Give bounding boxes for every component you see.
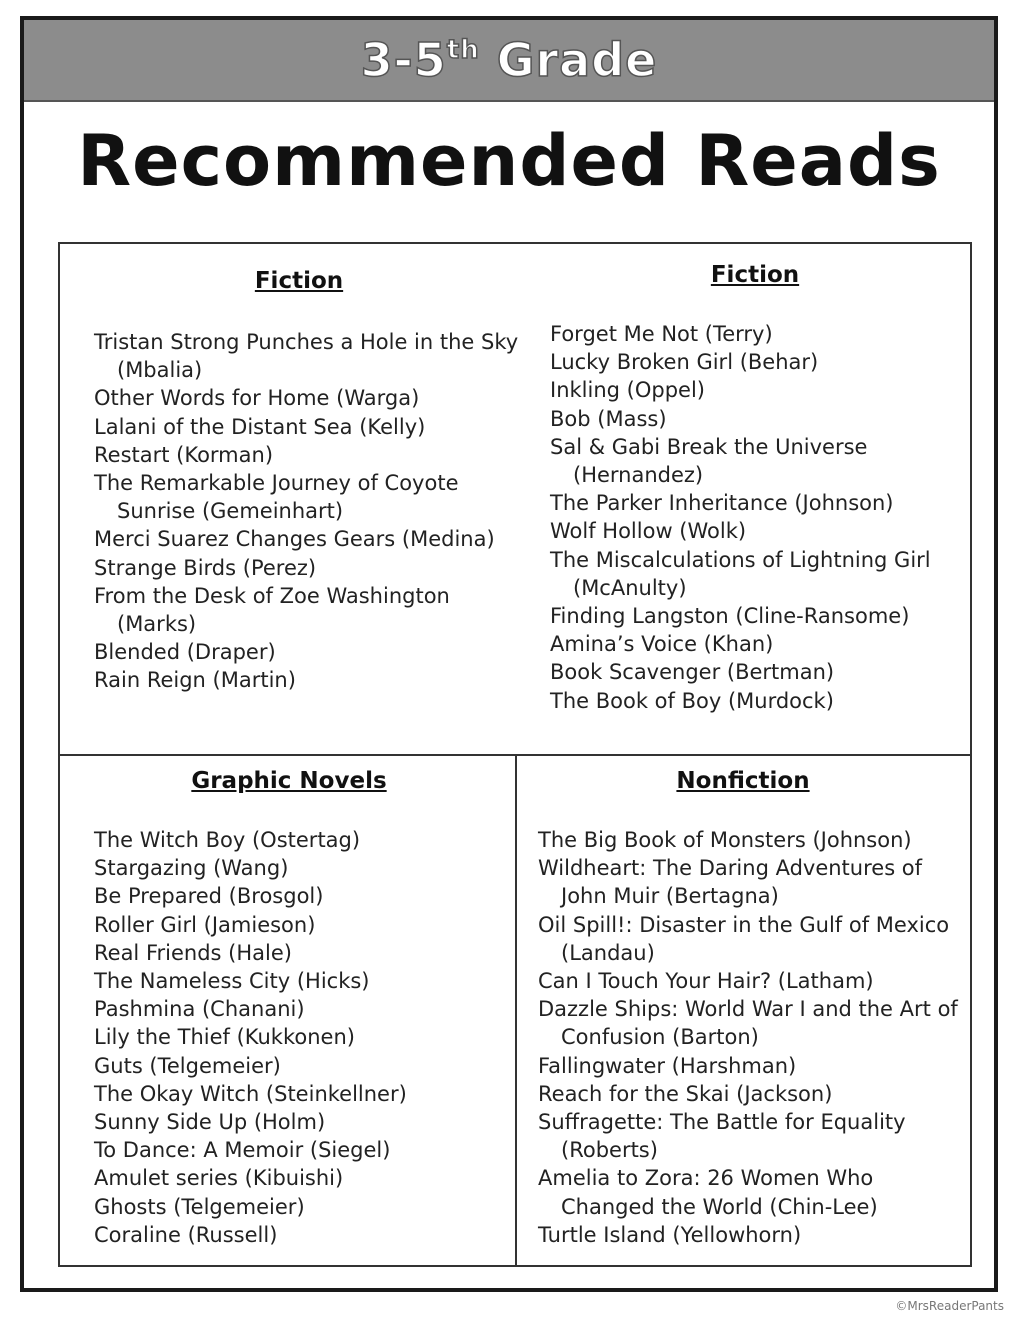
book-list-item: Strange Birds (Perez) xyxy=(94,555,317,580)
page-title: Recommended Reads xyxy=(77,120,941,202)
book-list xyxy=(94,328,534,695)
book-list-item: Can I Touch Your Hair? (Latham) xyxy=(538,969,874,994)
grade-heading xyxy=(361,33,658,87)
book-list-item: Wolf Hollow (Wolk) xyxy=(550,519,747,544)
grade-word: Grade xyxy=(479,33,658,87)
grade-banner xyxy=(24,20,994,102)
book-list-item: The Parker Inheritance (Johnson) xyxy=(550,491,894,516)
book-list-item: The Okay Witch (Steinkellner) xyxy=(94,1081,407,1106)
book-list-item: From the Desk of Zoe Washington (Marks) xyxy=(94,583,450,637)
book-list-item: Lily the Thief (Kukkonen) xyxy=(94,1025,355,1050)
book-list-item: Wildheart: The Daring Adventures of John Muir (Bertagna) xyxy=(538,856,923,909)
grade-number: 3-5 xyxy=(360,33,447,87)
book-list-item: Real Friends (Hale) xyxy=(94,940,292,965)
book-list-grid xyxy=(58,242,972,1267)
book-list-item: Restart (Korman) xyxy=(94,442,274,467)
vertical-divider xyxy=(515,754,517,1267)
section-heading: Fiction xyxy=(710,262,800,288)
book-list-item: Coraline (Russell) xyxy=(94,1222,278,1247)
section-heading: Nonfiction xyxy=(676,768,810,794)
book-list-item: Other Words for Home (Warga) xyxy=(94,386,420,411)
book-list-item: Inkling (Oppel) xyxy=(550,378,705,403)
book-list-item: Pashmina (Chanani) xyxy=(94,997,305,1022)
book-list-item: Roller Girl (Jamieson) xyxy=(94,912,316,937)
book-list-item: Forget Me Not (Terry) xyxy=(550,322,773,346)
graphic-novels-section xyxy=(94,768,504,1249)
book-list-item: Blended (Draper) xyxy=(94,640,276,665)
book-list-item: Lalani of the Distant Sea (Kelly) xyxy=(94,414,426,439)
book-list-item: Book Scavenger (Bertman) xyxy=(550,660,835,685)
book-list-item: Stargazing (Wang) xyxy=(94,856,289,881)
fiction-section-right xyxy=(550,262,970,715)
book-list-item: Tristan Strong Punches a Hole in the Sky (Mbalia) xyxy=(94,330,519,383)
book-list-item: Amina’s Voice (Khan) xyxy=(550,632,774,657)
book-list-item: Sunny Side Up (Holm) xyxy=(94,1110,326,1135)
section-heading: Fiction xyxy=(254,268,344,294)
book-list-item: The Big Book of Monsters (Johnson) xyxy=(538,828,912,852)
book-list-item: The Witch Boy (Ostertag) xyxy=(94,828,361,852)
book-list-item: To Dance: A Memoir (Siegel) xyxy=(94,1138,391,1163)
book-list-item: Bob (Mass) xyxy=(550,406,667,431)
nonfiction-section xyxy=(538,768,968,1249)
book-list-item: The Remarkable Journey of Coyote Sunrise (Gemeinhart) xyxy=(94,471,459,524)
grade-ordinal-suffix: th xyxy=(446,35,480,65)
book-list-item: The Nameless City (Hicks) xyxy=(94,969,370,994)
book-list xyxy=(538,826,968,1249)
book-list-item: The Miscalculations of Lightning Girl (McAnulty) xyxy=(550,547,931,600)
book-list-item: Suffragette: The Battle for Equality (Roberts) xyxy=(538,1110,906,1163)
book-list-item: Amulet series (Kibuishi) xyxy=(94,1166,344,1191)
book-list xyxy=(550,320,970,715)
section-heading: Graphic Novels xyxy=(191,768,387,794)
book-list-item: Finding Langston (Cline-Ransome) xyxy=(550,604,910,629)
book-list-item: Fallingwater (Harshman) xyxy=(538,1053,797,1078)
book-list-item: Guts (Telgemeier) xyxy=(94,1053,281,1078)
book-list-item: Merci Suarez Changes Gears (Medina) xyxy=(94,527,495,552)
book-list-item: Sal & Gabi Break the Universe (Hernandez) xyxy=(550,434,868,488)
book-list-item: Oil Spill!: Disaster in the Gulf of Mexico (Landau) xyxy=(538,912,950,965)
book-list xyxy=(94,826,504,1249)
book-list-item: Rain Reign (Martin) xyxy=(94,668,296,693)
book-list-item: Be Prepared (Brosgol) xyxy=(94,884,324,909)
fiction-section-left xyxy=(94,268,534,695)
book-list-item: Amelia to Zora: 26 Women Who Changed the World (Chin-Lee) xyxy=(538,1166,878,1219)
book-list-item: Reach for the Skai (Jackson) xyxy=(538,1081,833,1106)
book-list-item: Turtle Island (Yellowhorn) xyxy=(538,1222,802,1247)
book-list-item: Dazzle Ships: World War I and the Art of Confusion (Barton) xyxy=(538,997,958,1050)
book-list-item: The Book of Boy (Murdock) xyxy=(550,688,834,713)
book-list-item: Lucky Broken Girl (Behar) xyxy=(550,350,819,375)
copyright-credit: ©MrsReaderPants xyxy=(895,1299,1004,1313)
page-frame xyxy=(20,16,998,1292)
book-list-item: Ghosts (Telgemeier) xyxy=(94,1194,305,1219)
